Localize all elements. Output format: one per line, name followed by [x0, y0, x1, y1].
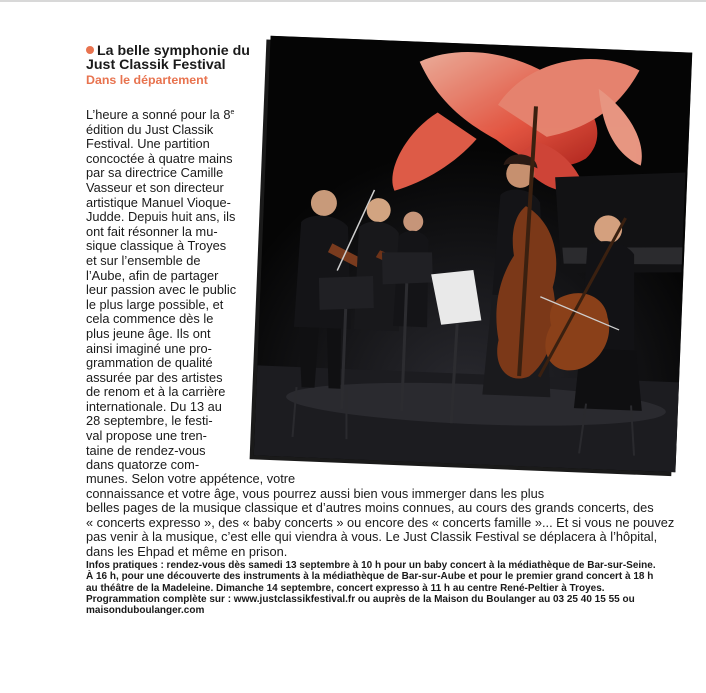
info-text-line: au théâtre de la Madeleine. Dimanche 14 septembre, concert expresso à 11 h au centre René-Peltier à Troyes. — [86, 582, 605, 594]
concert-photo-illustration — [254, 36, 693, 473]
body-text-line: dans les Ehpad et même en prison. — [86, 543, 288, 559]
body-text-line: assurée par des artistes — [86, 369, 223, 385]
body-text-line: belles pages de la musique classique et d’autres moins connues, au cours des grands concerts, des — [86, 500, 654, 516]
ordinal-superscript: e — [230, 109, 235, 116]
body-text-line: de renom et à la carrière — [86, 384, 226, 400]
body-text-line: munes. Selon votre appétence, votre — [86, 471, 296, 486]
article-header — [86, 44, 266, 87]
body-text-line: sique classique à Troyes — [86, 238, 227, 254]
body-text-line: l’Aube, afin de partager — [86, 267, 219, 283]
body-text-line: artistique Manuel Vioque- — [86, 194, 231, 210]
info-text-line: À 16 h, pour une découverte des instruments à la médiathèque de Bar-sur-Aube et pour le premier grand concert à 18 h — [86, 571, 654, 583]
body-text-line: L’heure a sonné pour la 8e — [86, 107, 235, 122]
article-title-text: La belle symphonie du Just Classik Festival — [86, 43, 250, 73]
body-text-line: le plus large possible, et — [86, 296, 224, 312]
body-text-line: connaissance et votre âge, vous pourrez aussi bien vous immerger dans les plus — [86, 485, 545, 501]
body-text-line: cela commence dès le — [86, 311, 214, 327]
body-text-line: ont fait résonner la mu- — [86, 223, 218, 239]
body-text-line: Festival. Une partition — [86, 136, 210, 152]
top-divider — [0, 0, 706, 2]
section-label: Dans le département — [86, 73, 208, 87]
bullet-dot-icon — [86, 46, 94, 54]
body-text-line: pas venir à la musique, c’est elle qui viendra à vous. Le Just Classik Festival se déplacera à l’hôpital, — [86, 529, 658, 545]
practical-info — [86, 560, 686, 616]
body-text-line: 28 septembre, le festi- — [86, 413, 213, 429]
body-text-line: édition du Just Classik — [86, 121, 214, 137]
body-text-line: concoctée à quatre mains — [86, 150, 233, 166]
info-text-line: Programmation complète sur : www.justclassikfestival.fr ou auprès de la Maison du Boulanger au 03 25 40 15 55 ou — [86, 593, 635, 605]
body-text-line: et sur l’ensemble de — [86, 252, 201, 268]
info-text-line: maisonduboulanger.com — [86, 605, 205, 617]
concert-photo — [254, 36, 693, 473]
article-title — [86, 44, 266, 72]
body-text-line: val propose une tren- — [86, 428, 207, 444]
body-text-line: leur passion avec le public — [86, 282, 237, 298]
info-text-line: Infos pratiques : rendez-vous dès samedi 13 septembre à 10 h pour un baby concert à la médiathèque de Bar-sur-Seine. — [86, 560, 656, 571]
article-body-full-width — [86, 472, 696, 560]
article-body-column — [86, 106, 254, 473]
body-text-line: taine de rendez-vous — [86, 442, 206, 458]
body-text-line: dans quatorze com- — [86, 457, 200, 473]
body-text-line: « concerts expresso », des « baby concerts » ou encore des « concerts famille »... Et si vous ne pouvez — [86, 514, 675, 530]
body-text-line: plus jeune âge. Ils ont — [86, 325, 211, 341]
body-text-line: Vasseur et son directeur — [86, 179, 224, 195]
body-text-line: Judde. Depuis huit ans, ils — [86, 209, 236, 225]
body-text-line: ainsi imaginé une pro- — [86, 340, 212, 356]
body-text-line: par sa directrice Camille — [86, 165, 224, 181]
body-text-line: internationale. Du 13 au — [86, 398, 222, 414]
body-text-line: grammation de qualité — [86, 355, 213, 371]
